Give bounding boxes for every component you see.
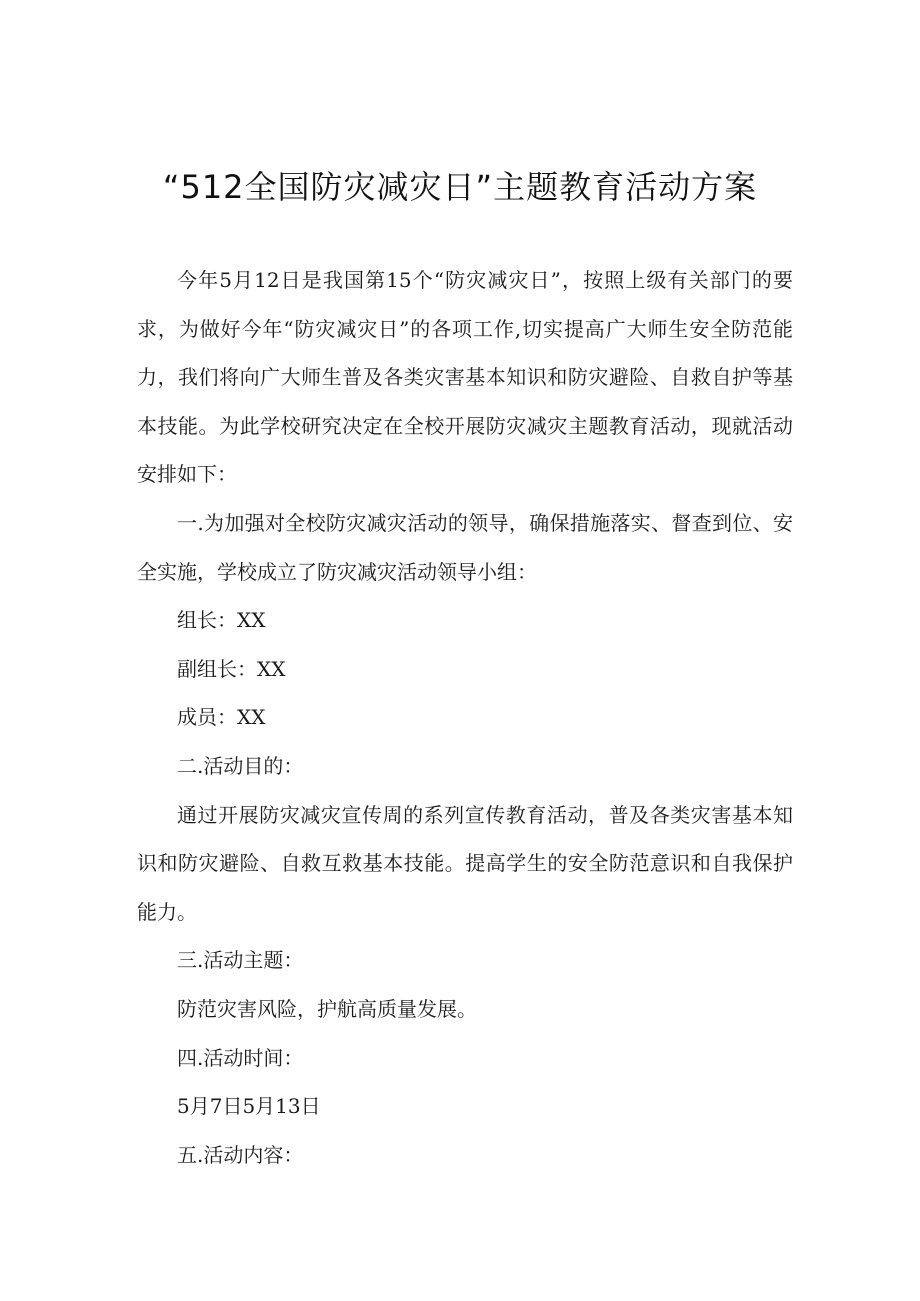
document-body [137,256,793,1179]
section-5-heading: 五.活动内容： [177,1142,304,1167]
intro-paragraph: 今年5月12日是我国第15个“防灾减灾日”，按照上级有关部门的要求，为做好今年“防灾减灾日”的各项工作,切实提高广大师生安全防范能力，我们将向广大师生普及各类灾害基本知识和防灾避险、自救自护等基本技能。为此学校研究决定在全校开展防灾减灾主题教育活动，现就活动安排如下： [137,268,793,487]
group-leader-line: 组长：XX [177,608,266,633]
section-3-heading: 三.活动主题： [177,948,304,973]
deputy-leader-line: 副组长：XX [177,656,286,681]
purpose-paragraph: 通过开展防灾减灾宣传周的系列宣传教育活动，普及各类灾害基本知识和防灾避险、自救互救基本技能。提高学生的安全防范意识和自我保护能力。 [137,802,793,924]
section-1-paragraph: 一.为加强对全校防灾减灾活动的领导，确保措施落实、督查到位、安全实施，学校成立了防灾减灾活动领导小组： [137,510,793,584]
date-line: 5月7日5月13日 [177,1094,321,1119]
section-2-heading: 二.活动目的： [177,753,304,778]
document-title: “512全国防灾减灾日”主题教育活动方案 [162,168,758,206]
section-4-heading: 四.活动时间： [177,1045,304,1070]
members-line: 成员：XX [177,705,266,730]
theme-line: 防范灾害风险，护航高质量发展。 [177,996,477,1021]
